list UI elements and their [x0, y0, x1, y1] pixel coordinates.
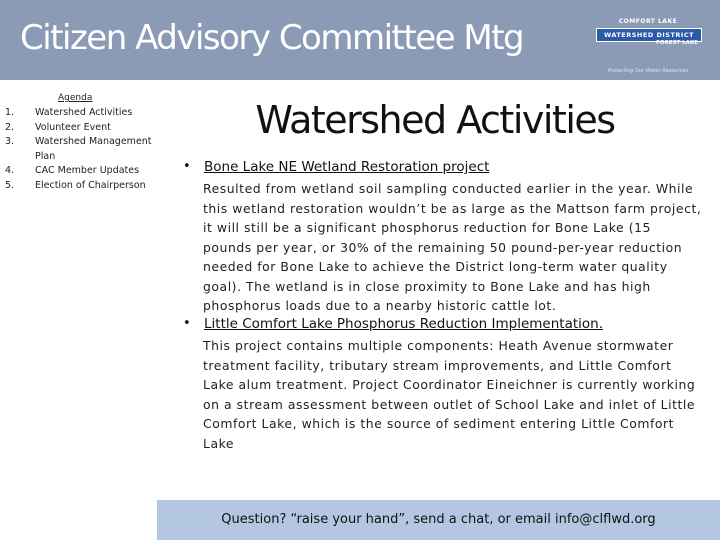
little-comfort-heading: Little Comfort Lake Phosphorus Reduction Implementation. [204, 316, 603, 332]
logo-band-text: WATERSHED DISTRICT [603, 31, 695, 39]
logo-top-text: COMFORT LAKE [618, 18, 678, 25]
logo-sub-text: FOREST LAKE [656, 40, 698, 46]
agenda-item: 1. Watershed Activities [5, 107, 133, 118]
agenda-list [0, 106, 157, 193]
bullet-dot: • [183, 159, 191, 174]
agenda-item: 2. Volunteer Event [5, 121, 111, 133]
section-title: Watershed Activities [255, 98, 615, 142]
agenda-item: 3. Watershed Management Plan [5, 136, 152, 162]
footer-question-text: Question? “raise your hand”, send a chat, or email info@clflwd.org [221, 512, 656, 527]
agenda-title: Agenda [58, 93, 93, 103]
district-logo [594, 14, 702, 78]
slide-header [0, 0, 720, 80]
bullet-dot: • [183, 316, 191, 331]
little-comfort-body: This project contains multiple components: Heath Avenue stormwater treatment facility, tributary stream improvements, and Little Comfort Lake alum treatment. Project Coordinator Eineichner is currently working on a stream assessment between outlet of School Lake and inlet of Little Comfort Lake, which is the source of sediment entering Little Comfort Lake [203, 338, 696, 451]
logo-tagline: Protecting Our Water Resources [607, 68, 689, 74]
agenda-item: 5. Election of Chairperson [5, 179, 146, 191]
agenda-sidebar [0, 80, 157, 540]
bone-lake-body: Resulted from wetland soil sampling conducted earlier in the year. While this wetland restoration wouldn’t be as large as the Mattson farm project, it will still be a significant phosphorus reduction for Bone Lake (15 pounds per year, or 30% of the remaining 50 pound-per-year reduction needed for Bone Lake to achieve the District long-term water quality goal). The wetland is in close proximity to Bone Lake and has high phosphorus loads due to a nearby historic cattle lot. [203, 181, 702, 313]
slide-title: Citizen Advisory Committee Mtg [20, 18, 524, 58]
agenda-item: 4. CAC Member Updates [5, 165, 140, 176]
bone-lake-heading: Bone Lake NE Wetland Restoration project [204, 159, 490, 175]
